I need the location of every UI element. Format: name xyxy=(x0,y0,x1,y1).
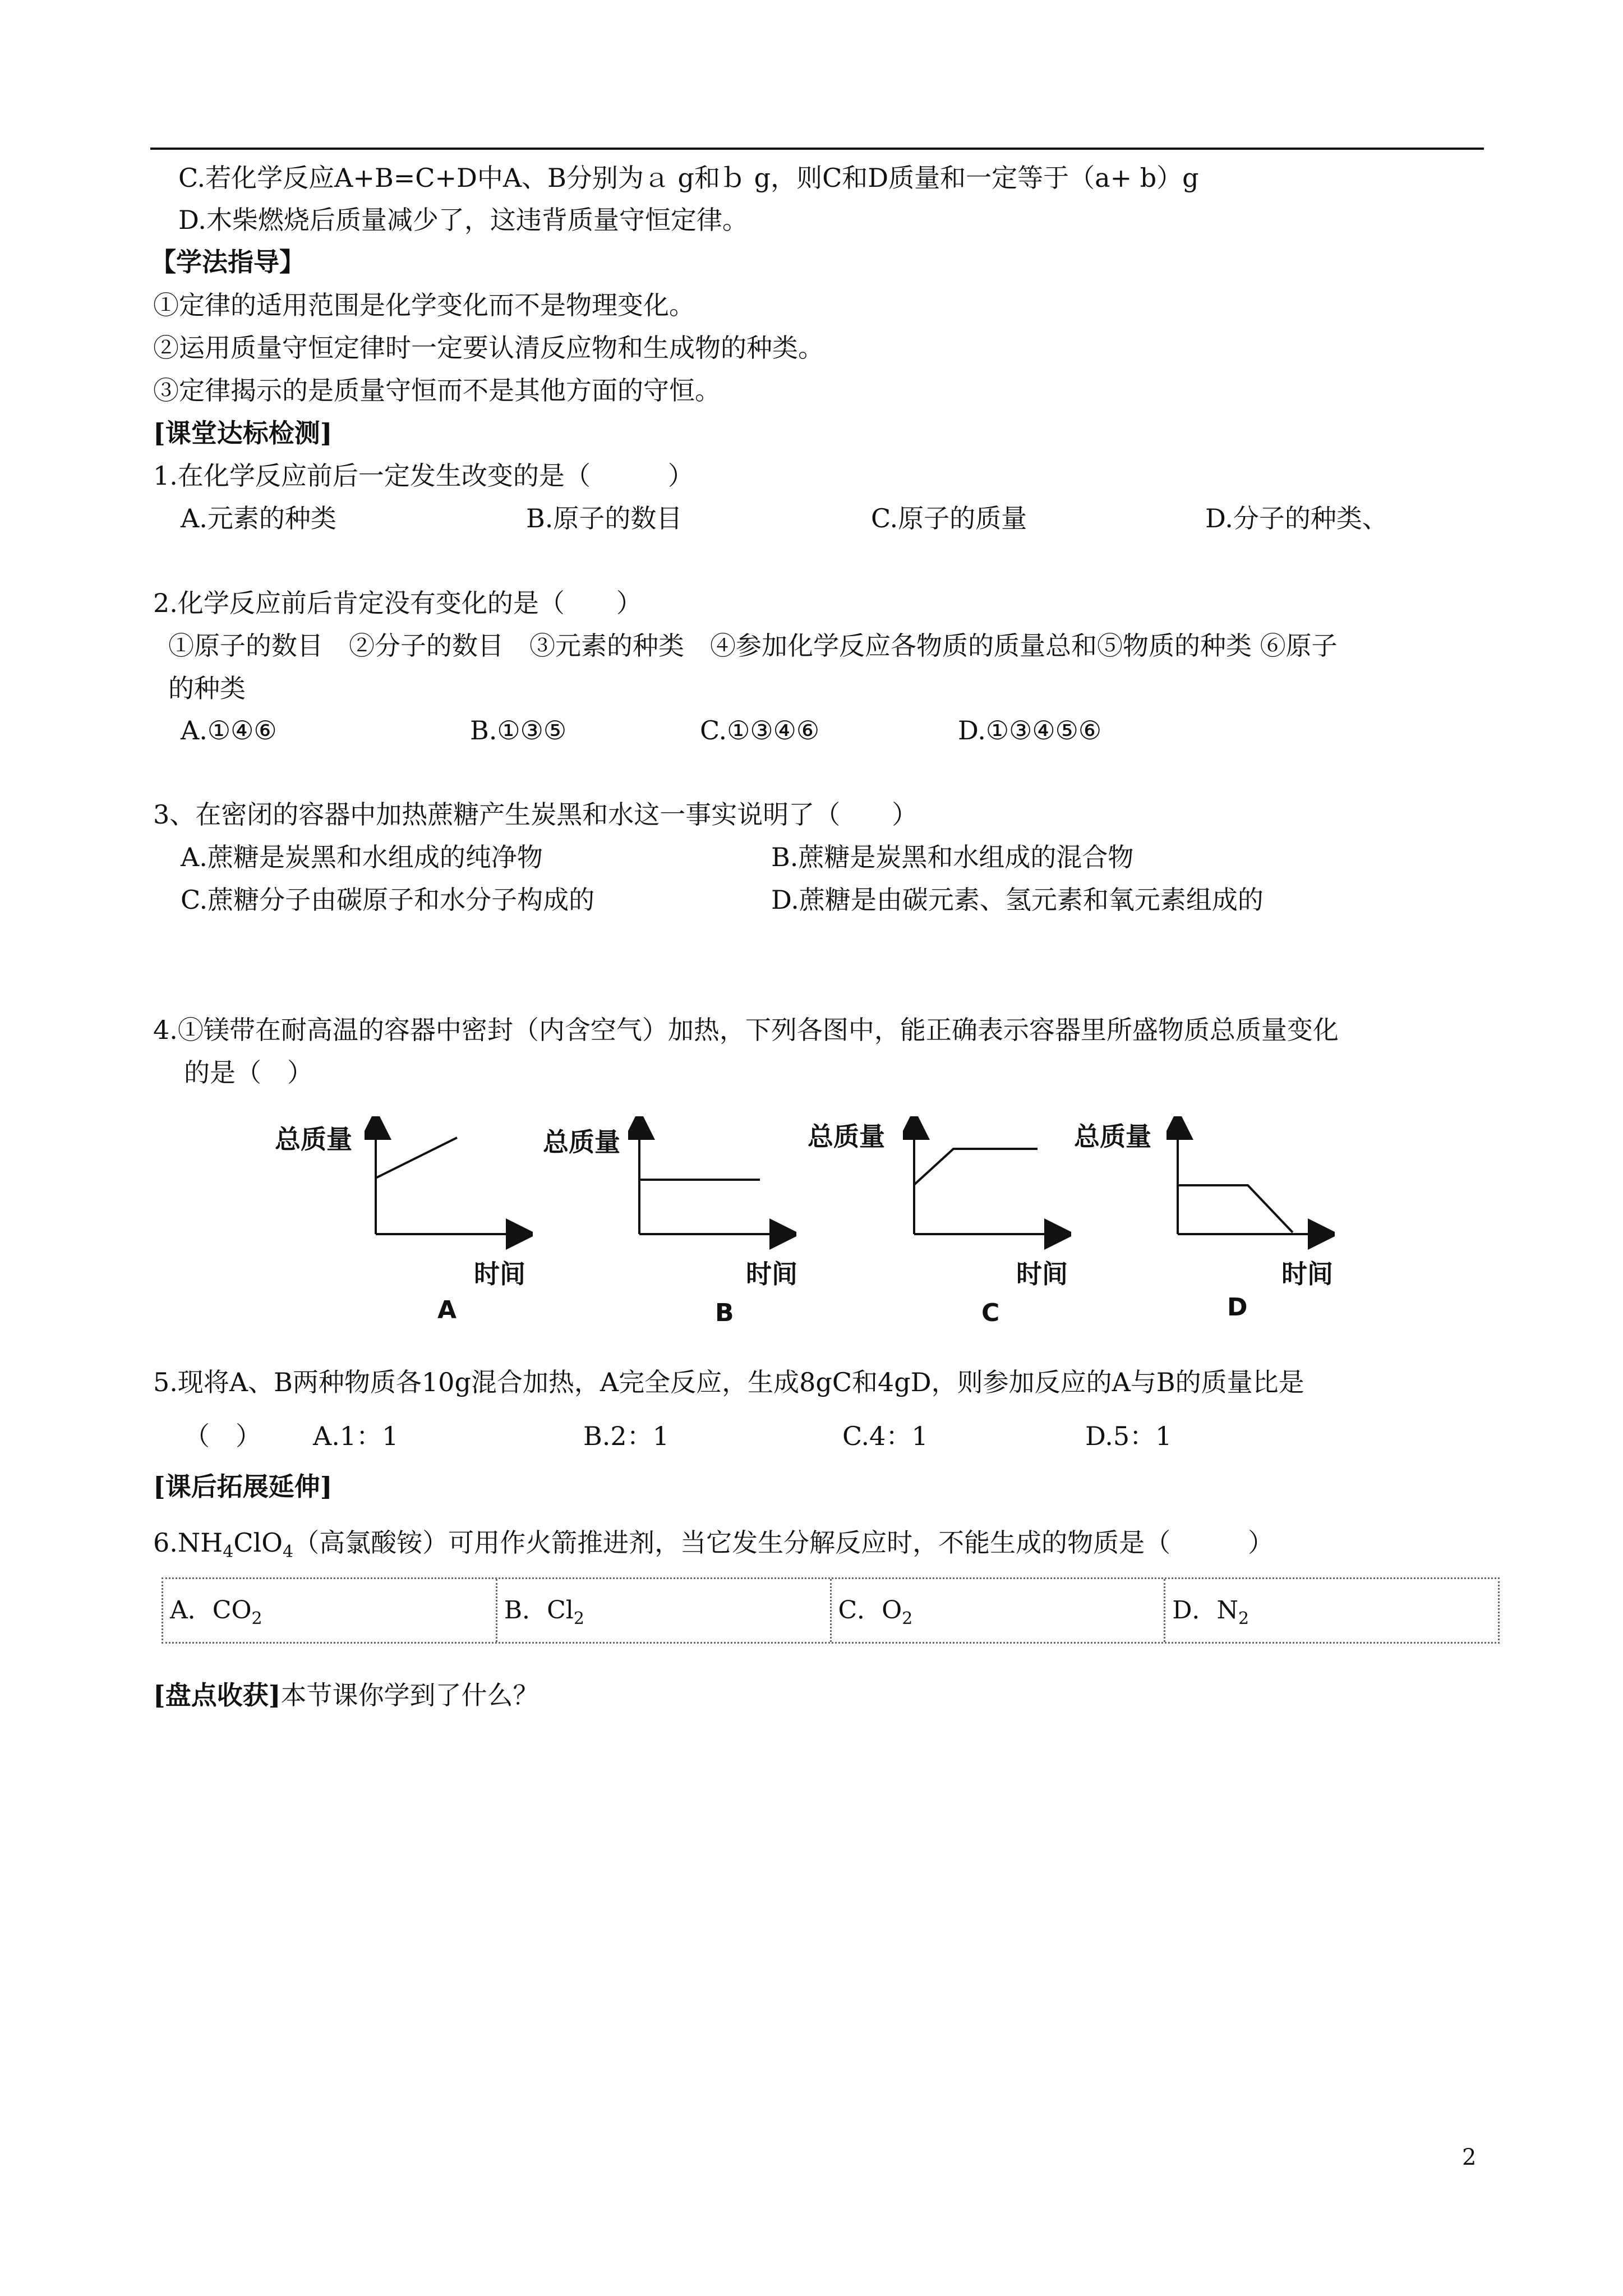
q2-option-c: C.①③④⑥ xyxy=(700,715,820,746)
q6-option-b: B．$Cl_2$ xyxy=(497,1579,832,1642)
q2-stem: 2.化学反应前后肯定没有变化的是（ ） xyxy=(153,588,642,618)
graph-c-xlabel: 时间 xyxy=(1016,1259,1068,1289)
q1-option-c: C.原子的质量 xyxy=(871,503,1027,533)
q6-options-table xyxy=(162,1577,1500,1644)
graph-d-line xyxy=(1178,1185,1293,1232)
page-number: 2 xyxy=(1462,2145,1477,2170)
q6-option-a: A．$CO_2$ xyxy=(163,1579,497,1642)
check-heading: [课堂达标检测] xyxy=(153,418,333,448)
graph-a-letter: A xyxy=(437,1296,457,1324)
graph-b-plot xyxy=(628,1116,796,1251)
graph-a-xlabel: 时间 xyxy=(474,1259,525,1289)
q1-option-d: D.分子的种类、 xyxy=(1205,503,1388,533)
q5-option-c: C.4：1 xyxy=(842,1421,928,1451)
graph-b-xlabel: 时间 xyxy=(746,1259,797,1289)
q4-stem-line2: 的是（ ） xyxy=(184,1057,313,1088)
graph-d-xlabel: 时间 xyxy=(1281,1259,1333,1289)
guide-item-3: ③定律揭示的是质量守恒而不是其他方面的守恒。 xyxy=(153,375,721,406)
guide-heading: 【学法指导】 xyxy=(150,247,305,277)
q6-stem: $6.NH_4ClO_4$（高氯酸铵）可用作火箭推进剂，当它发生分解反应时，不能生成的物质是（ ） xyxy=(153,1527,1274,1562)
graph-d-letter: D xyxy=(1227,1293,1248,1322)
graph-c-plot xyxy=(903,1116,1071,1251)
q1-stem: 1.在化学反应前后一定发生改变的是（ ） xyxy=(153,461,694,491)
q5-option-a: A.1：1 xyxy=(313,1421,399,1451)
summary-heading: [盘点收获] xyxy=(153,1680,281,1710)
graph-c-ylabel: 总质量 xyxy=(808,1121,885,1152)
summary-line xyxy=(153,1677,539,1713)
graph-a-plot xyxy=(365,1116,533,1251)
q3-option-a: A.蔗糖是炭黑和水组成的纯净物 xyxy=(181,842,543,872)
graph-c-letter: C xyxy=(981,1299,1000,1327)
graph-d-ylabel: 总质量 xyxy=(1074,1121,1151,1152)
q2-items-line2: 的种类 xyxy=(168,673,246,703)
guide-item-2: ②运用质量守恒定律时一定要认清反应物和生成物的种类。 xyxy=(153,333,824,363)
q5-option-b: B.2：1 xyxy=(583,1421,669,1451)
q2-option-b: B.①③⑤ xyxy=(470,715,567,746)
extension-heading: [课后拓展延伸] xyxy=(153,1471,333,1502)
q5-stem: 5.现将A、B两种物质各10g混合加热，A完全反应，生成8gC和4gD，则参加反应的A与B的质量比是 xyxy=(153,1367,1304,1397)
graph-b-letter: B xyxy=(715,1299,734,1327)
graph-a-line xyxy=(376,1138,457,1178)
q2-option-d: D.①③④⑤⑥ xyxy=(958,715,1102,746)
q5-option-d: D.5：1 xyxy=(1085,1421,1172,1451)
q4-stem-line1: 4.①镁带在耐高温的容器中密封（内含空气）加热，下列各图中，能正确表示容器里所盛物质总质量变化 xyxy=(153,1015,1339,1045)
summary-text: 本节课你学到了什么？ xyxy=(280,1680,539,1710)
option-c-line: C.若化学反应A+B=C+D中A、B分别为ａ g和ｂ g，则C和D质量和一定等于（a+ b）g xyxy=(178,163,1199,193)
q1-option-a: A.元素的种类 xyxy=(181,503,336,533)
q3-stem: 3、在密闭的容器中加热蔗糖产生炭黑和水这一事实说明了（ ） xyxy=(153,799,918,830)
q3-option-b: B.蔗糖是炭黑和水组成的混合物 xyxy=(771,842,1134,872)
guide-item-1: ①定律的适用范围是化学变化而不是物理变化。 xyxy=(153,290,695,320)
q6-option-d: D．$N_2$ xyxy=(1172,1596,1249,1628)
graph-c-line xyxy=(914,1149,1038,1185)
q2-items-line1: ①原子的数目 ②分子的数目 ③元素的种类 ④参加化学反应各物质的质量总和⑤物质的种类 ⑥原子 xyxy=(168,631,1338,661)
graph-d-plot xyxy=(1166,1116,1335,1251)
option-d-line: D.木柴燃烧后质量减少了，这违背质量守恒定律。 xyxy=(178,205,748,235)
q3-option-d: D.蔗糖是由碳元素、氢元素和氧元素组成的 xyxy=(771,885,1264,915)
q3-option-c: C.蔗糖分子由碳原子和水分子构成的 xyxy=(181,885,595,915)
header-rule xyxy=(150,148,1484,150)
q1-option-b: B.原子的数目 xyxy=(526,503,683,533)
graph-b-ylabel: 总质量 xyxy=(543,1127,620,1157)
q6-option-c: C．$O_2$ xyxy=(832,1579,1166,1642)
graph-a-ylabel: 总质量 xyxy=(275,1124,352,1154)
q5-blank: （ ） xyxy=(184,1421,261,1451)
q2-option-a: A.①④⑥ xyxy=(181,715,277,746)
